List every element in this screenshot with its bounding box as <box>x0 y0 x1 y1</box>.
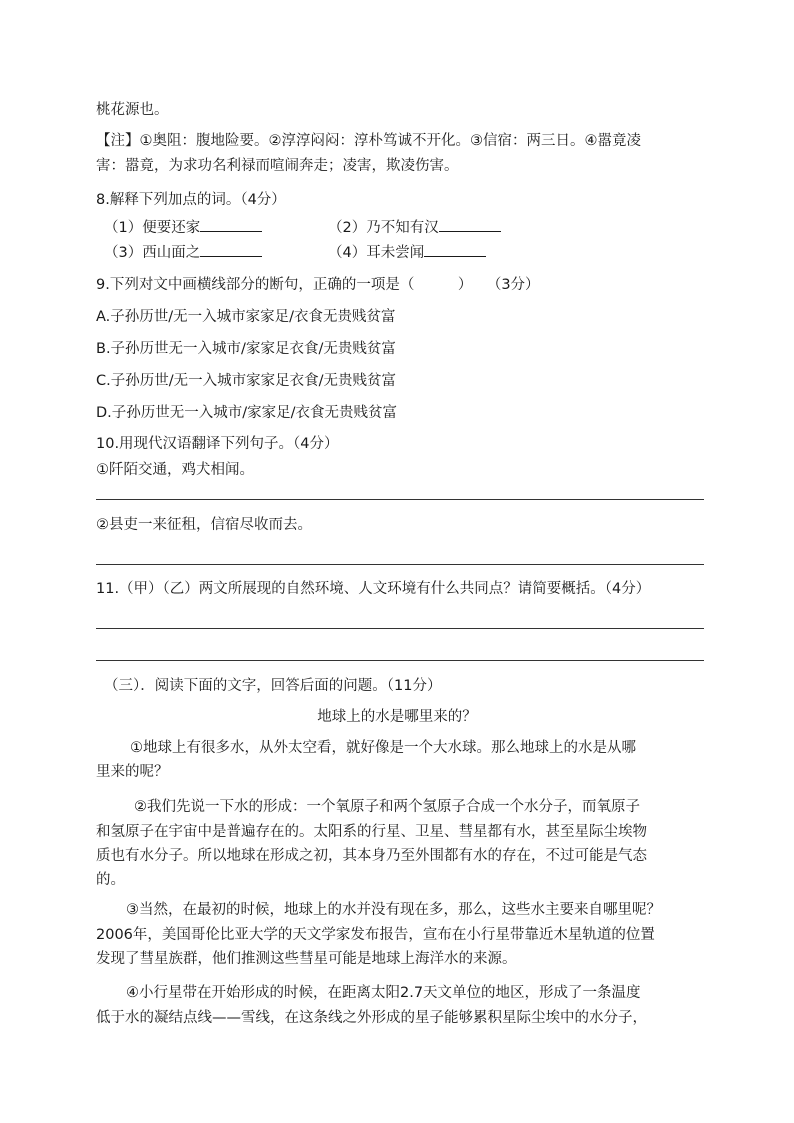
paragraph-4-line-1: ④小行星带在开始形成的时候，在距离太阳2.7天文单位的地区，形成了一条温度 <box>126 985 641 1001</box>
question-9-stem: 9.下列对文中画横线部分的断句，正确的一项是（ ） （3分） <box>96 277 540 293</box>
question-8-item-1-label: （1）便要还家 <box>104 220 201 236</box>
answer-line[interactable] <box>96 660 704 661</box>
section-3-heading: （三）．阅读下面的文字，回答后面的问题。（11分） <box>104 678 442 694</box>
question-8-item-2 <box>328 217 501 238</box>
question-10-sentence-2: ②县吏一来征租，信宿尽收而去。 <box>96 517 312 533</box>
question-8-item-4-label: （4）耳未尝闻 <box>328 245 425 261</box>
answer-line[interactable] <box>96 499 704 500</box>
question-8-stem: 8.解释下列加点的词。（4分） <box>96 192 286 208</box>
answer-line[interactable] <box>96 628 704 629</box>
question-11-stem: 11.（甲）（乙）两文所展现的自然环境、人文环境有什么共同点？请简要概括。（4分） <box>96 581 651 597</box>
answer-blank[interactable] <box>200 217 262 232</box>
question-9-option-b[interactable]: B.子孙历世无一入城市/家家足衣食/无贵贱贫富 <box>96 341 396 357</box>
question-10-sentence-1: ①阡陌交通，鸡犬相闻。 <box>96 462 254 478</box>
question-8-item-1 <box>104 217 262 238</box>
question-8-item-2-label: （2）乃不知有汉 <box>328 220 439 236</box>
answer-line[interactable] <box>96 564 704 565</box>
paragraph-2-line-3: 质也有水分子。所以地球在形成之初，其本身乃至外围都有水的存在，不过可能是气态 <box>96 848 647 864</box>
paragraph-3-line-2: 2006年，美国哥伦比亚大学的天文学家发布报告，宣布在小行星带靠近木星轨道的位置 <box>96 927 655 943</box>
answer-blank[interactable] <box>424 242 486 257</box>
question-8-item-4 <box>328 242 486 263</box>
article-title: 地球上的水是哪里来的？ <box>317 709 477 725</box>
question-8-item-3 <box>104 242 262 263</box>
paragraph-3-line-1: ③当然，在最初的时候，地球上的水并没有现在多，那么，这些水主要来自哪里呢？ <box>126 902 661 918</box>
paragraph-1-line-1: ①地球上有很多水，从外太空看，就好像是一个大水球。那么地球上的水是从哪 <box>130 740 636 756</box>
paragraph-2-line-4: 的。 <box>96 872 125 888</box>
answer-blank[interactable] <box>200 242 262 257</box>
paragraph-2-line-1: ②我们先说一下水的形成：一个氧原子和两个氢原子合成一个水分子，而氧原子 <box>134 799 640 815</box>
question-9-option-c[interactable]: C.子孙历世/无一入城市家家足衣食/无贵贱贫富 <box>96 373 397 389</box>
answer-blank[interactable] <box>439 217 501 232</box>
annotation-line-2: 害：嚣竟，为求功名利禄而喧闹奔走；凌害，欺凌伤害。 <box>96 158 459 174</box>
question-8-item-3-label: （3）西山面之 <box>104 245 201 261</box>
paragraph-2-line-2: 和氢原子在宇宙中是普遍存在的。太阳系的行星、卫星、彗星都有水，甚至星际尘埃物 <box>96 824 647 840</box>
paragraph-3-line-3: 发现了彗星族群，他们推测这些彗星可能是地球上海洋水的来源。 <box>96 951 517 967</box>
paragraph-1-line-2: 里来的呢？ <box>96 764 169 780</box>
paragraph-4-line-2: 低于水的凝结点线——雪线，在这条线之外形成的星子能够累积星际尘埃中的水分子， <box>96 1010 647 1026</box>
passage-end-text: 桃花源也。 <box>96 102 169 118</box>
question-10-stem: 10.用现代汉语翻译下列句子。（4分） <box>96 436 339 452</box>
annotation-line-1: 【注】①奥阻：腹地险要。②淳淳闷闷：淳朴笃诚不开化。③信宿：两三日。④嚣竟凌 <box>96 133 641 149</box>
question-9-option-a[interactable]: A.子孙历世/无一入城市家家足/衣食无贵贱贫富 <box>96 309 396 325</box>
question-9-option-d[interactable]: D.子孙历世无一入城市/家家足/衣食无贵贱贫富 <box>96 405 398 421</box>
